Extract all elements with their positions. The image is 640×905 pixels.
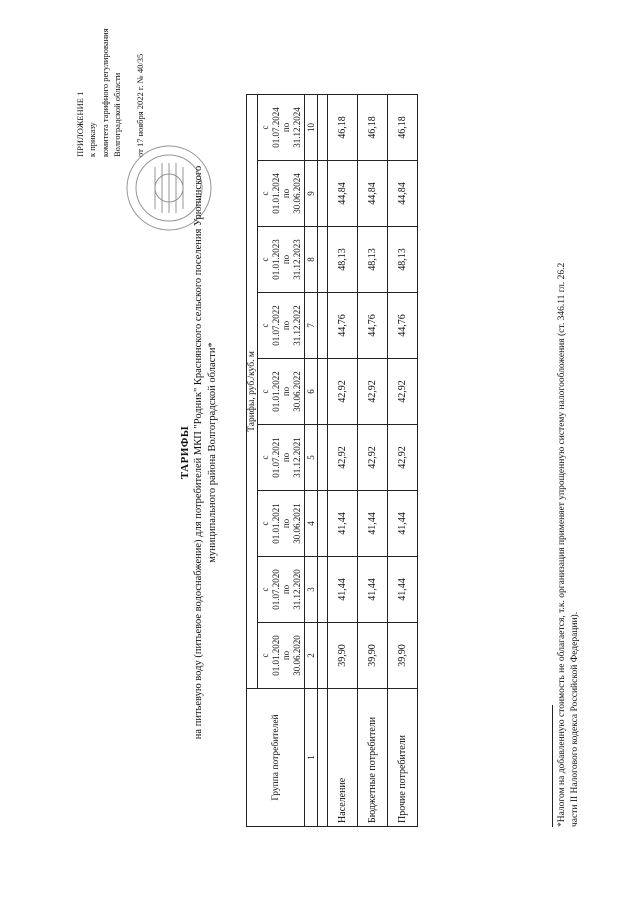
period-header: [258, 557, 305, 623]
period-header-line: по: [281, 584, 291, 595]
period-header-line: 31.12.2022: [291, 305, 302, 346]
period-header: [258, 425, 305, 491]
appendix-region: Волгоградской области: [112, 72, 123, 157]
tariff-value-cell: 44,84: [388, 161, 418, 227]
tariff-value-cell: 48,13: [358, 227, 388, 293]
column-number: 7: [305, 293, 318, 359]
document-subtitle-line: на питьевую воду (питьевое водоснабжение) для потребителей МКП "Родник" Краснянского сельского поселения Урюпинского: [193, 165, 204, 740]
tariff-value-cell: 42,92: [358, 425, 388, 491]
period-header-line: с: [260, 389, 270, 394]
tariff-value-cell: 41,44: [358, 557, 388, 623]
footnote: [556, 67, 581, 827]
period-header-line: 01.07.2022: [270, 305, 281, 346]
column-number: 4: [305, 491, 318, 557]
period-header-line: 30.06.2022: [291, 371, 302, 412]
period-header-line: с: [260, 653, 270, 658]
consumer-group-cell: Прочие потребители: [388, 689, 418, 827]
tariff-value-cell: 39,90: [358, 623, 388, 689]
tariff-value-cell: 48,13: [328, 227, 358, 293]
period-header: [258, 623, 305, 689]
period-header-line: 01.07.2021: [270, 437, 281, 478]
period-header: [258, 359, 305, 425]
column-number: 6: [305, 359, 318, 425]
footnote-line: *Налогом на добавленную стоимость не облагается, т.к. организация применяет упрощенную систему налогообложения (ст. 346.11 гл. 26.2: [557, 262, 567, 827]
tariff-value-cell: 41,44: [358, 491, 388, 557]
appendix-header: [74, 7, 146, 157]
document-subtitle-line: муниципального района Волгоградской области*: [207, 342, 218, 563]
consumer-group-cell: Население: [328, 689, 358, 827]
column-number: 1: [305, 689, 318, 827]
tariff-value-cell: 44,76: [388, 293, 418, 359]
period-header-line: с: [260, 455, 270, 460]
period-header-line: 01.07.2024: [270, 107, 281, 148]
tariff-value-cell: 46,18: [388, 94, 418, 160]
tariff-value-cell: 42,92: [358, 359, 388, 425]
period-header: [258, 161, 305, 227]
tariff-value-cell: 42,92: [388, 425, 418, 491]
tariff-table: [246, 94, 418, 827]
period-header-line: 01.07.2020: [270, 569, 281, 610]
period-header-line: 31.12.2021: [291, 437, 302, 478]
period-header-line: с: [260, 125, 270, 130]
column-number: 5: [305, 425, 318, 491]
column-number: 8: [305, 227, 318, 293]
period-header-line: с: [260, 323, 270, 328]
group-column-header: Группа потребителей: [247, 689, 305, 827]
period-header-line: по: [281, 452, 291, 463]
tariff-value-cell: 46,18: [358, 94, 388, 160]
period-header-line: по: [281, 518, 291, 529]
period-header-line: 01.01.2022: [270, 371, 281, 412]
footnote-line: части II Налогового кодекса Российской Федерации).: [569, 611, 580, 827]
tariff-value-cell: 39,90: [328, 623, 358, 689]
period-header: [258, 94, 305, 160]
period-header-line: по: [281, 254, 291, 265]
period-header-line: 30.06.2021: [291, 503, 302, 544]
tariff-value-cell: 44,76: [328, 293, 358, 359]
period-header-line: 31.12.2024: [291, 107, 302, 148]
table-row: [358, 94, 388, 826]
period-header-line: по: [281, 188, 291, 199]
tariff-value-cell: 41,44: [328, 491, 358, 557]
period-header-line: с: [260, 521, 270, 526]
period-header-line: 01.01.2021: [270, 503, 281, 544]
period-header: [258, 293, 305, 359]
tariff-value-cell: 44,76: [358, 293, 388, 359]
tariff-value-cell: 41,44: [388, 491, 418, 557]
column-number: 10: [305, 94, 318, 160]
appendix-committee: комитета тарифного регулирования: [99, 28, 110, 157]
tariff-value-cell: 44,84: [358, 161, 388, 227]
table-row: [388, 94, 418, 826]
tariff-value-cell: 44,84: [328, 161, 358, 227]
period-header-line: 01.01.2020: [270, 635, 281, 676]
period-header-line: 01.01.2024: [270, 173, 281, 214]
appendix-label: ПРИЛОЖЕНИЕ 1: [75, 91, 85, 157]
period-header-line: 31.12.2023: [291, 239, 302, 280]
table-row: [328, 94, 358, 826]
document-title: ТАРИФЫ: [179, 425, 191, 480]
tariff-value-cell: 42,92: [328, 425, 358, 491]
period-header-line: с: [260, 257, 270, 262]
table-spacer-row: [318, 94, 328, 826]
period-header: [258, 491, 305, 557]
footnote-divider: [552, 705, 553, 827]
period-header-line: 01.01.2023: [270, 239, 281, 280]
tariff-value-cell: 39,90: [388, 623, 418, 689]
tariff-value-cell: 41,44: [328, 557, 358, 623]
tariff-value-cell: 48,13: [388, 227, 418, 293]
period-header-line: по: [281, 122, 291, 133]
period-header-line: 31.12.2020: [291, 569, 302, 610]
column-number: 9: [305, 161, 318, 227]
tariff-value-cell: 46,18: [328, 94, 358, 160]
period-header-line: 30.06.2020: [291, 635, 302, 676]
period-header-line: по: [281, 386, 291, 397]
appendix-order-date: от 17 ноября 2022 г. № 40/35: [134, 53, 145, 157]
consumer-group-cell: Бюджетные потребители: [358, 689, 388, 827]
tariffs-column-header: Тарифы, руб./куб. м: [247, 94, 258, 688]
period-header-line: по: [281, 650, 291, 661]
period-header: [258, 227, 305, 293]
column-number: 2: [305, 623, 318, 689]
tariff-value-cell: 42,92: [388, 359, 418, 425]
column-number-row: [305, 94, 318, 826]
column-number: 3: [305, 557, 318, 623]
period-header-line: по: [281, 320, 291, 331]
appendix-order-ref: к приказу: [87, 122, 98, 157]
tariff-value-cell: 42,92: [328, 359, 358, 425]
period-header-line: с: [260, 587, 270, 592]
tariff-value-cell: 41,44: [388, 557, 418, 623]
document-heading: [178, 0, 220, 905]
period-header-line: с: [260, 191, 270, 196]
period-header-line: 30.06.2024: [291, 173, 302, 214]
